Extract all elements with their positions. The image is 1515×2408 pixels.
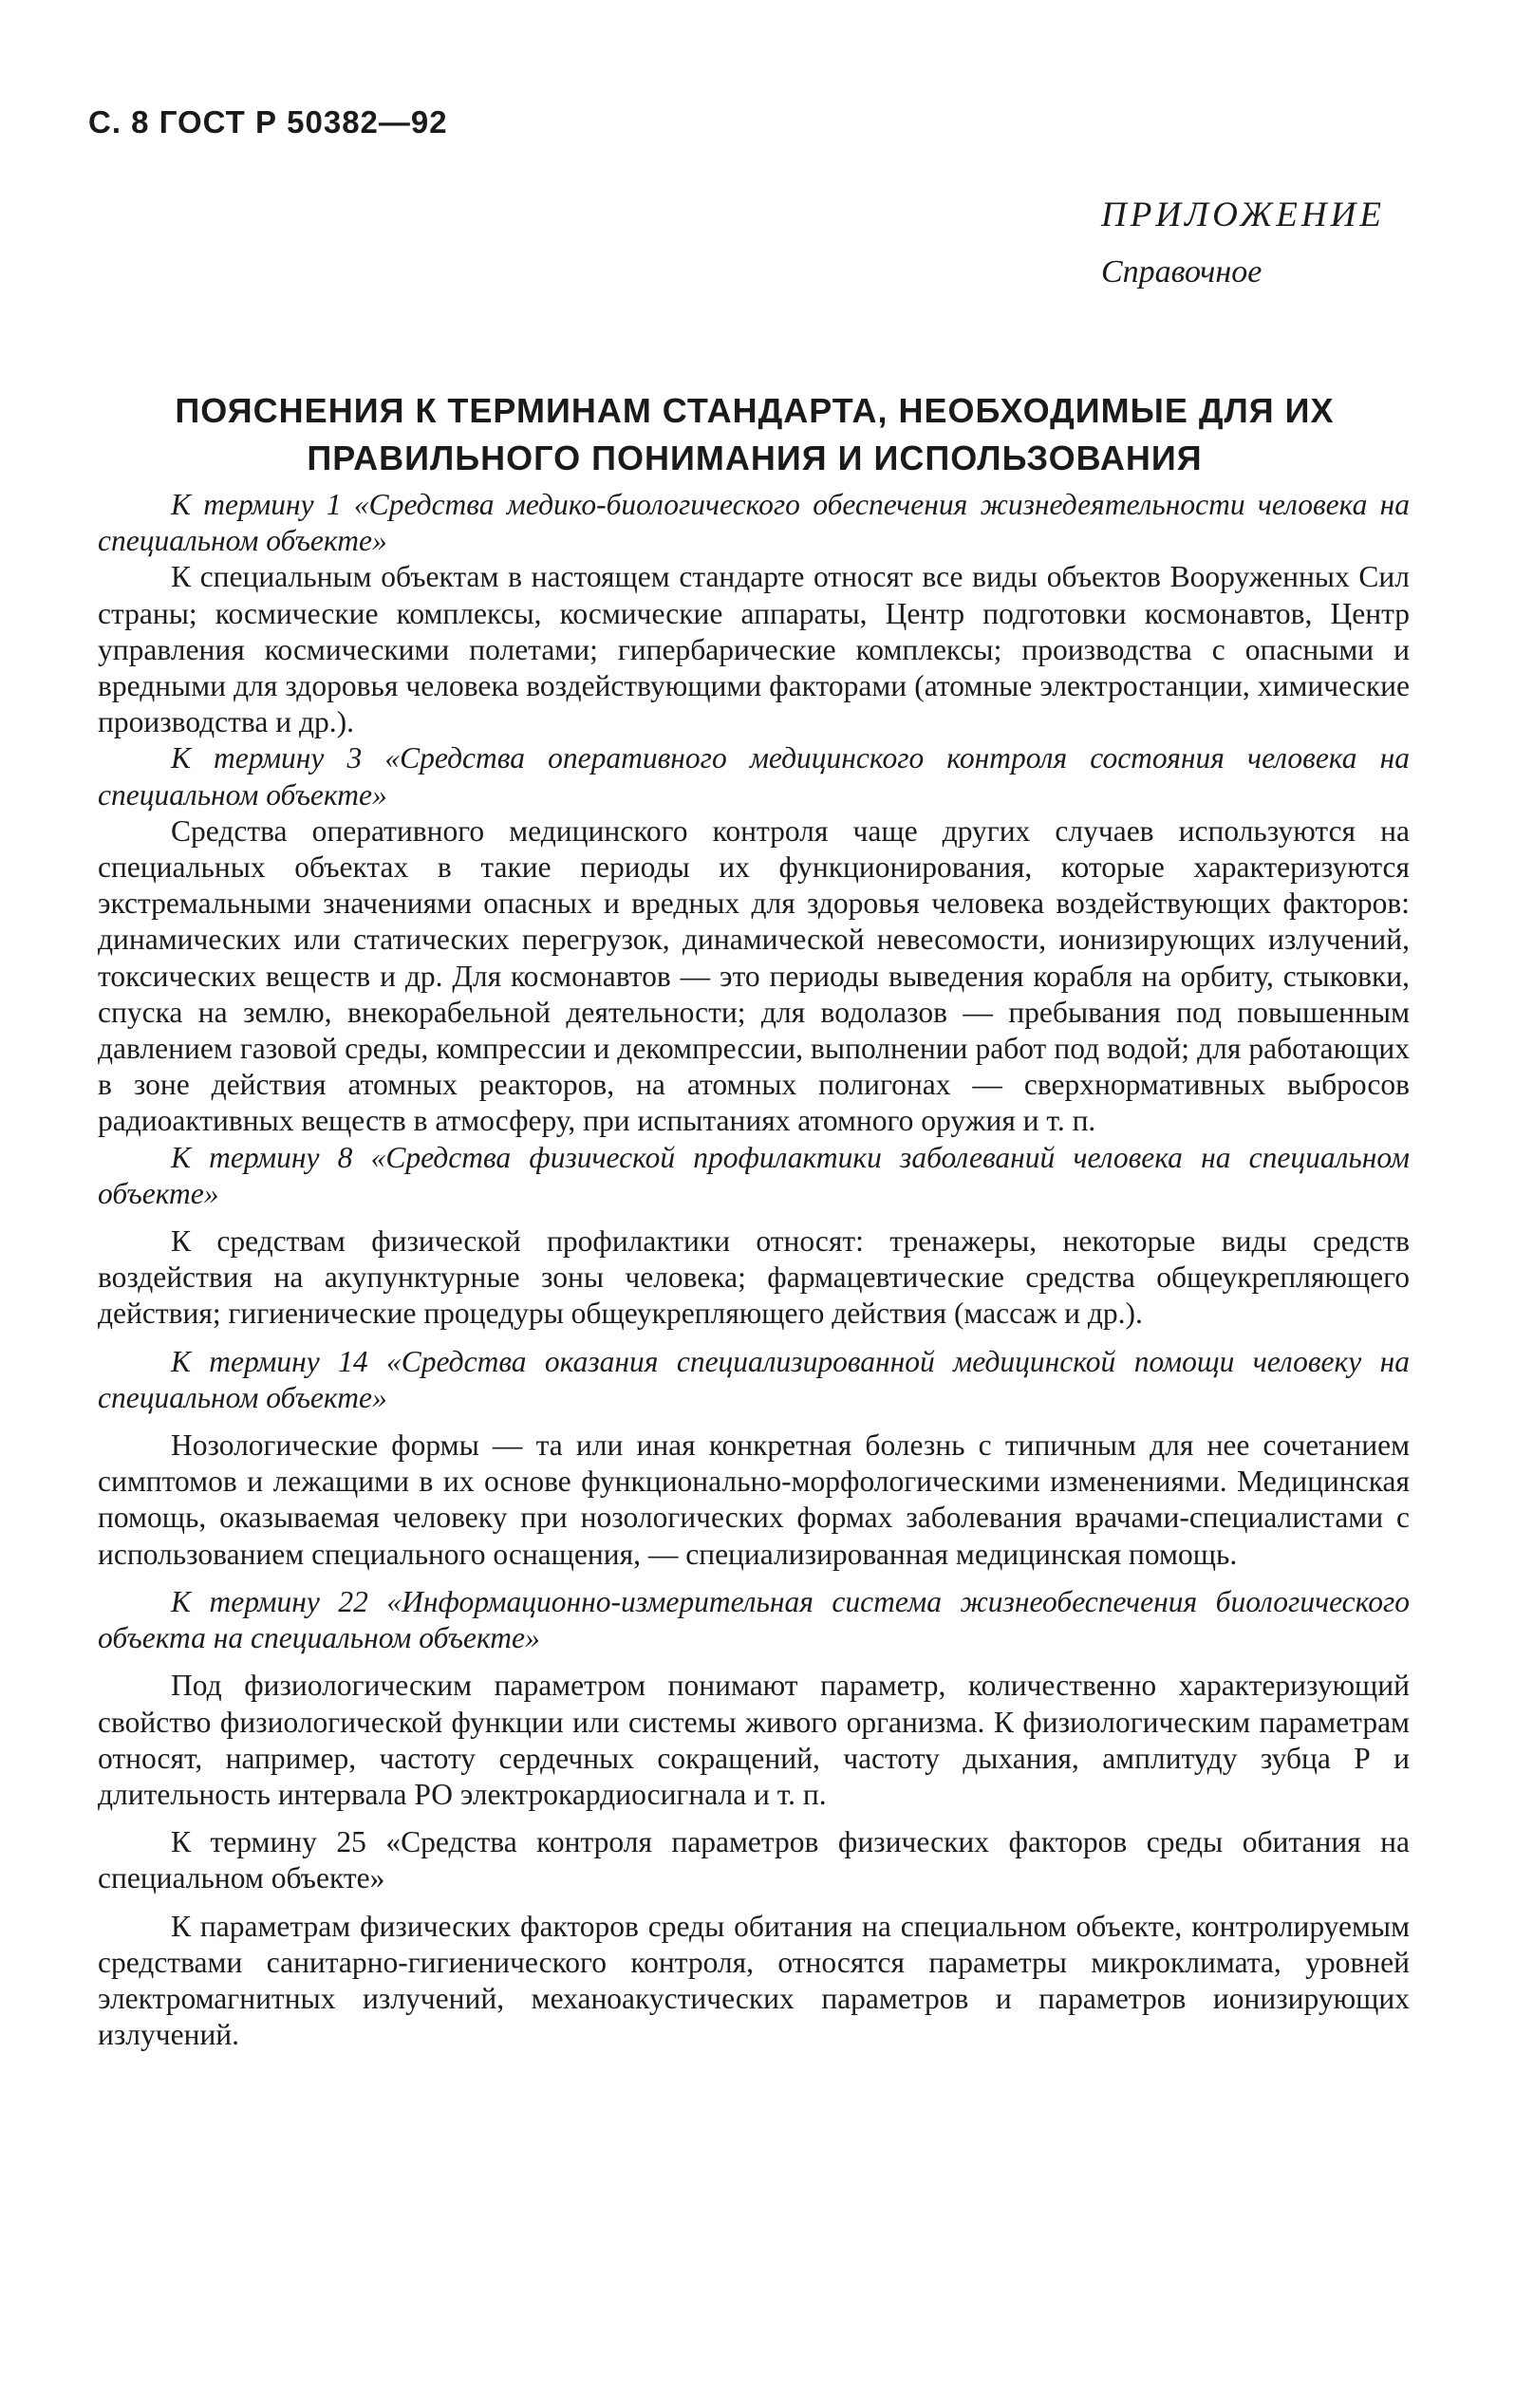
appendix-label: ПРИЛОЖЕНИЕ — [1101, 196, 1385, 234]
section-title-line-2: ПРАВИЛЬНОГО ПОНИМАНИЯ И ИСПОЛЬЗОВАНИЯ — [307, 439, 1203, 477]
term-explanation-3: Средства оперативного медицинского контроля чаще других случаев используются на специальных объектах в такие периоды их функционирования, которые характеризуются экстремальными значениями опасных и вредных для здоровья человека воздействующих факторов: динамических или статических перегрузок, динамической невесомости, ионизирующих излучений, токсических веществ и др. Для космонавтов — это периоды выведения корабля на орбиту, стыковки, спуска на землю, внекорабельной деятельности; для водолазов — пребывания под повышенным давлением газовой среды, компрессии и декомпрессии, выполнении работ под водой; для работающих в зоне действия атомных реакторов, на атомных полигонах — сверхнормативных выбросов радиоактивных веществ в атмосферу, при испытаниях атомного оружия и т. п. — [98, 813, 1410, 1138]
term-heading-1: К термину 1 «Средства медико-биологического обеспечения жизнедеятельности человека на специальном объекте» — [98, 488, 1410, 558]
term-heading-8: К термину 8 «Средства физической профилактики заболеваний человека на специальном объекте» — [98, 1140, 1410, 1210]
section-title-line-1: ПОЯСНЕНИЯ К ТЕРМИНАМ СТАНДАРТА, НЕОБХОДИМЫЕ ДЛЯ ИХ — [175, 391, 1335, 430]
term-explanation-25: К параметрам физических факторов среды обитания на специальном объекте, контролируемым средствами санитарно-гигиенического контроля, относятся параметры микроклимата, уровней электромагнитных излучений, механоакустических параметров и параметров ионизирующих излучений. — [98, 1909, 1410, 2052]
term-explanation-8: К средствам физической профилактики относят: тренажеры, некоторые виды средств воздействия на акупунктурные зоны человека; фармацевтические средства общеукрепляющего действия; гигиенические процедуры общеукрепляющего действия (массаж и др.). — [98, 1224, 1410, 1331]
appendix-sublabel: Справочное — [1101, 254, 1262, 289]
term-heading-14: К термину 14 «Средства оказания специализированной медицинской помощи человеку на специальном объекте» — [98, 1344, 1410, 1414]
term-heading-22: К термину 22 «Информационно-измерительная система жизнеобеспечения биологического объекта на специальном объекте» — [98, 1584, 1410, 1655]
section-title — [85, 387, 1424, 482]
term-heading-25: К термину 25 «Средства контроля параметров физических факторов среды обитания на специальном объекте» — [98, 1825, 1410, 1895]
appendix-label-block — [1101, 195, 1481, 290]
page-header: С. 8 ГОСТ Р 50382—92 — [88, 104, 448, 140]
term-explanation-1: К специальным объектам в настоящем стандарте относят все виды объектов Вооруженных Сил страны; космические комплексы, космические аппараты, Центр подготовки космонавтов, Центр управления космическими полетами; гипербарические комплексы; производства с опасными и вредными для здоровья человека воздействующими факторами (атомные электростанции, химические производства и др.). — [98, 560, 1410, 739]
term-explanation-22: Под физиологическим параметром понимают параметр, количественно характеризующий свойство физиологической функции или системы живого организма. К физиологическим параметрам относят, например, частоту сердечных сокращений, частоту дыхания, амплитуду зубца Р и длительность интервала РО электрокардиосигнала и т. п. — [98, 1669, 1410, 1811]
term-heading-3: К термину 3 «Средства оперативного медицинского контроля состояния человека на специальном объекте» — [98, 741, 1410, 812]
document-body — [98, 487, 1410, 2053]
term-explanation-14: Нозологические формы — та или иная конкретная болезнь с типичным для нее сочетанием симптомов и лежащими в их основе функционально-морфологическими изменениями. Медицинская помощь, оказываемая человеку при нозологических формах заболевания врачами-специалистами с использованием специального оснащения, — специализированная медицинская помощь. — [98, 1428, 1410, 1571]
